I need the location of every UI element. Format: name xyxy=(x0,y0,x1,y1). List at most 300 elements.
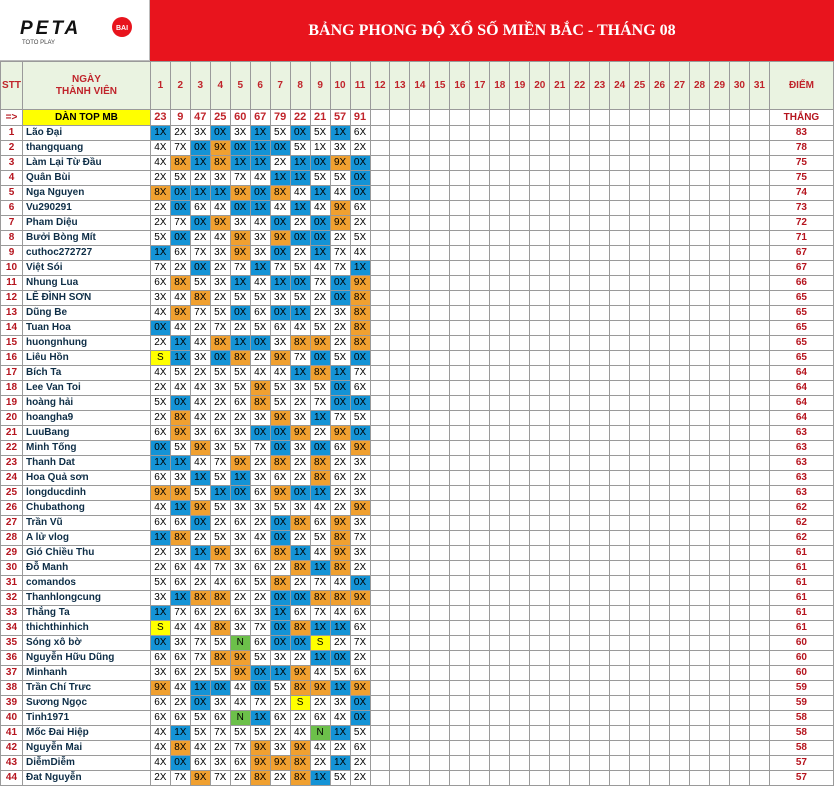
day-cell xyxy=(450,201,470,216)
day-cell: 3X xyxy=(190,426,210,441)
day-cell xyxy=(450,606,470,621)
header-day: 25 xyxy=(630,62,650,110)
day-cell xyxy=(450,711,470,726)
top-number xyxy=(670,110,690,126)
day-cell xyxy=(550,276,570,291)
day-cell xyxy=(590,381,610,396)
day-cell xyxy=(590,126,610,141)
member-score: 58 xyxy=(769,711,833,726)
day-cell xyxy=(690,366,710,381)
day-cell: 5X xyxy=(170,366,190,381)
day-cell: 3X xyxy=(170,546,190,561)
day-cell xyxy=(729,321,749,336)
table-row xyxy=(1,516,834,531)
day-cell xyxy=(610,681,630,696)
day-cell xyxy=(749,336,769,351)
header-stt: STT xyxy=(1,62,23,110)
day-cell xyxy=(570,561,590,576)
day-cell xyxy=(690,486,710,501)
day-cell: 8X xyxy=(270,546,290,561)
day-cell xyxy=(450,381,470,396)
day-cell xyxy=(370,636,390,651)
day-cell xyxy=(670,471,690,486)
day-cell: 2X xyxy=(310,291,330,306)
day-cell: 8X xyxy=(270,576,290,591)
day-cell xyxy=(670,771,690,786)
row-stt: 36 xyxy=(1,651,23,666)
day-cell xyxy=(670,561,690,576)
day-cell xyxy=(390,471,410,486)
day-cell xyxy=(610,201,630,216)
day-cell xyxy=(550,186,570,201)
day-cell: 1X xyxy=(250,126,270,141)
day-cell: 0X xyxy=(210,351,230,366)
day-cell xyxy=(490,486,510,501)
day-cell xyxy=(370,426,390,441)
day-cell: 2X xyxy=(270,696,290,711)
day-cell: 6X xyxy=(210,426,230,441)
day-cell xyxy=(709,366,729,381)
day-cell xyxy=(550,486,570,501)
top-row-arrow: => xyxy=(1,110,23,126)
day-cell: 8X xyxy=(290,516,310,531)
day-cell: 1X xyxy=(150,606,170,621)
day-cell xyxy=(550,621,570,636)
day-cell xyxy=(370,261,390,276)
day-cell: 2X xyxy=(250,591,270,606)
day-cell: 5X xyxy=(250,321,270,336)
day-cell: 6X xyxy=(290,606,310,621)
day-cell xyxy=(510,306,530,321)
day-cell xyxy=(530,621,550,636)
day-cell xyxy=(729,471,749,486)
day-cell xyxy=(410,321,430,336)
day-cell: 2X xyxy=(210,396,230,411)
day-cell xyxy=(630,636,650,651)
day-cell: 6X xyxy=(350,621,370,636)
top-number xyxy=(510,110,530,126)
day-cell xyxy=(370,186,390,201)
day-cell xyxy=(650,141,670,156)
day-cell xyxy=(630,531,650,546)
day-cell xyxy=(470,336,490,351)
day-cell: 0X xyxy=(250,681,270,696)
day-cell: 0X xyxy=(350,696,370,711)
day-cell xyxy=(630,261,650,276)
day-cell xyxy=(410,621,430,636)
day-cell: 6X xyxy=(330,441,350,456)
member-name: Trần Vũ xyxy=(22,516,150,531)
day-cell xyxy=(430,291,450,306)
member-name: huongnhung xyxy=(22,336,150,351)
day-cell xyxy=(650,651,670,666)
day-cell: 9X xyxy=(270,486,290,501)
day-cell xyxy=(510,156,530,171)
table-row xyxy=(1,351,834,366)
top-number xyxy=(630,110,650,126)
day-cell xyxy=(590,261,610,276)
day-cell xyxy=(530,546,550,561)
day-cell xyxy=(590,336,610,351)
day-cell: 4X xyxy=(230,681,250,696)
day-cell: 0X xyxy=(350,426,370,441)
day-cell: 5X xyxy=(270,396,290,411)
day-cell: 2X xyxy=(250,456,270,471)
day-cell: 2X xyxy=(270,726,290,741)
day-cell: 2X xyxy=(330,231,350,246)
day-cell xyxy=(510,651,530,666)
day-cell xyxy=(510,711,530,726)
day-cell: 4X xyxy=(210,231,230,246)
day-cell: 8X xyxy=(170,156,190,171)
day-cell xyxy=(749,606,769,621)
day-cell xyxy=(430,606,450,621)
day-cell xyxy=(450,426,470,441)
day-cell xyxy=(390,441,410,456)
day-cell xyxy=(370,171,390,186)
day-cell xyxy=(450,291,470,306)
day-cell xyxy=(450,486,470,501)
day-cell xyxy=(670,141,690,156)
day-cell xyxy=(729,396,749,411)
day-cell: 5X xyxy=(250,726,270,741)
day-cell xyxy=(370,471,390,486)
table-row xyxy=(1,156,834,171)
day-cell xyxy=(709,126,729,141)
day-cell: 4X xyxy=(310,261,330,276)
row-stt: 6 xyxy=(1,201,23,216)
day-cell xyxy=(749,306,769,321)
day-cell xyxy=(650,411,670,426)
day-cell xyxy=(590,561,610,576)
day-cell xyxy=(550,126,570,141)
header-day: 8 xyxy=(290,62,310,110)
member-score: 64 xyxy=(769,366,833,381)
day-cell: 6X xyxy=(250,546,270,561)
member-name: Sóng xô bờ xyxy=(22,636,150,651)
day-cell: 8X xyxy=(190,291,210,306)
day-cell: 0X xyxy=(290,636,310,651)
day-cell xyxy=(610,156,630,171)
day-cell: 0X xyxy=(290,276,310,291)
day-cell xyxy=(690,681,710,696)
logo-subtitle: TOTO PLAY xyxy=(22,40,56,46)
day-cell xyxy=(410,576,430,591)
day-cell xyxy=(410,306,430,321)
day-cell: 0X xyxy=(350,396,370,411)
member-score: 63 xyxy=(769,426,833,441)
day-cell xyxy=(709,186,729,201)
day-cell xyxy=(550,171,570,186)
day-cell xyxy=(550,396,570,411)
day-cell xyxy=(430,651,450,666)
day-cell: 9X xyxy=(270,351,290,366)
day-cell xyxy=(510,141,530,156)
day-cell xyxy=(390,411,410,426)
day-cell xyxy=(650,756,670,771)
day-cell: 0X xyxy=(250,426,270,441)
day-cell xyxy=(450,186,470,201)
day-cell: 4X xyxy=(250,216,270,231)
day-cell: 4X xyxy=(290,186,310,201)
day-cell xyxy=(450,726,470,741)
day-cell: 5X xyxy=(350,411,370,426)
member-name: Dũng Be xyxy=(22,306,150,321)
day-cell xyxy=(709,456,729,471)
top-number: 67 xyxy=(250,110,270,126)
day-cell: 9X xyxy=(250,741,270,756)
day-cell xyxy=(650,771,670,786)
day-cell: 0X xyxy=(230,141,250,156)
day-cell: 3X xyxy=(170,636,190,651)
day-cell: 6X xyxy=(170,516,190,531)
day-cell: 1X xyxy=(190,156,210,171)
table-row xyxy=(1,711,834,726)
day-cell xyxy=(670,501,690,516)
day-cell xyxy=(749,726,769,741)
day-cell xyxy=(530,141,550,156)
table-row xyxy=(1,186,834,201)
top-number xyxy=(410,110,430,126)
day-cell xyxy=(729,651,749,666)
day-cell: 9X xyxy=(330,156,350,171)
day-cell xyxy=(370,591,390,606)
day-cell: 7X xyxy=(210,726,230,741)
day-cell xyxy=(709,231,729,246)
day-cell: 0X xyxy=(190,141,210,156)
day-cell xyxy=(749,486,769,501)
member-name: Mốc Đai Hiệp xyxy=(22,726,150,741)
header-day: 24 xyxy=(610,62,630,110)
day-cell: 1X xyxy=(170,501,190,516)
day-cell xyxy=(510,201,530,216)
day-cell: 7X xyxy=(250,621,270,636)
day-cell: 0X xyxy=(190,216,210,231)
day-cell: 3X xyxy=(250,411,270,426)
day-cell xyxy=(749,261,769,276)
day-cell xyxy=(650,246,670,261)
day-cell xyxy=(550,726,570,741)
day-cell xyxy=(390,381,410,396)
day-cell xyxy=(709,606,729,621)
table-row xyxy=(1,381,834,396)
day-cell: 9X xyxy=(350,681,370,696)
day-cell xyxy=(749,546,769,561)
day-cell xyxy=(690,291,710,306)
header-day: 29 xyxy=(709,62,729,110)
day-cell xyxy=(530,381,550,396)
member-name: Liêu Hồn xyxy=(22,351,150,366)
day-cell xyxy=(510,756,530,771)
day-cell: 6X xyxy=(350,606,370,621)
member-score: 65 xyxy=(769,336,833,351)
day-cell xyxy=(410,186,430,201)
day-cell xyxy=(610,741,630,756)
day-cell xyxy=(410,756,430,771)
day-cell xyxy=(490,771,510,786)
day-cell: 2X xyxy=(150,411,170,426)
day-cell: 2X xyxy=(330,501,350,516)
top-number xyxy=(590,110,610,126)
day-cell xyxy=(610,726,630,741)
day-cell: 5X xyxy=(290,291,310,306)
day-cell xyxy=(490,726,510,741)
day-cell: 2X xyxy=(290,456,310,471)
day-cell xyxy=(490,606,510,621)
day-cell xyxy=(650,276,670,291)
day-cell xyxy=(670,666,690,681)
day-cell xyxy=(490,681,510,696)
day-cell: 7X xyxy=(310,606,330,621)
day-cell: 7X xyxy=(330,261,350,276)
day-cell xyxy=(510,231,530,246)
day-cell xyxy=(749,411,769,426)
day-cell xyxy=(650,561,670,576)
day-cell xyxy=(470,156,490,171)
day-cell: 5X xyxy=(170,171,190,186)
day-cell xyxy=(370,321,390,336)
day-cell xyxy=(709,321,729,336)
header-day: 23 xyxy=(590,62,610,110)
day-cell: 2X xyxy=(350,216,370,231)
day-cell xyxy=(570,246,590,261)
day-cell: 4X xyxy=(190,456,210,471)
day-cell: 4X xyxy=(170,381,190,396)
row-stt: 16 xyxy=(1,351,23,366)
day-cell xyxy=(570,336,590,351)
day-cell xyxy=(570,546,590,561)
table-row xyxy=(1,426,834,441)
header-day: 1 xyxy=(150,62,170,110)
day-cell: 4X xyxy=(170,291,190,306)
day-cell: 5X xyxy=(310,381,330,396)
day-cell xyxy=(410,591,430,606)
day-cell xyxy=(390,771,410,786)
day-cell xyxy=(510,726,530,741)
day-cell xyxy=(370,741,390,756)
day-cell: 3X xyxy=(190,351,210,366)
day-cell xyxy=(749,441,769,456)
day-cell xyxy=(410,276,430,291)
day-cell xyxy=(729,141,749,156)
day-cell: 1X xyxy=(290,366,310,381)
day-cell xyxy=(709,621,729,636)
day-cell xyxy=(590,426,610,441)
day-cell: 5X xyxy=(310,171,330,186)
day-cell xyxy=(390,426,410,441)
day-cell xyxy=(670,591,690,606)
member-score: 64 xyxy=(769,381,833,396)
day-cell xyxy=(650,186,670,201)
day-cell xyxy=(490,741,510,756)
day-cell: 6X xyxy=(350,741,370,756)
day-cell: 8X xyxy=(170,276,190,291)
day-cell: 1X xyxy=(150,126,170,141)
member-score: 61 xyxy=(769,576,833,591)
day-cell xyxy=(729,246,749,261)
day-cell: 6X xyxy=(270,711,290,726)
day-cell xyxy=(490,126,510,141)
day-cell xyxy=(370,621,390,636)
day-cell xyxy=(470,141,490,156)
day-cell xyxy=(590,696,610,711)
day-cell: 0X xyxy=(290,591,310,606)
day-cell xyxy=(450,576,470,591)
day-cell: 9X xyxy=(170,426,190,441)
day-cell: 6X xyxy=(230,396,250,411)
day-cell xyxy=(530,486,550,501)
day-cell xyxy=(590,366,610,381)
day-cell xyxy=(470,351,490,366)
day-cell: 7X xyxy=(190,306,210,321)
day-cell xyxy=(570,231,590,246)
day-cell xyxy=(410,261,430,276)
day-cell xyxy=(670,276,690,291)
day-cell xyxy=(550,681,570,696)
day-cell xyxy=(670,291,690,306)
day-cell xyxy=(550,666,570,681)
member-name: Nguyễn Mai xyxy=(22,741,150,756)
day-cell xyxy=(430,591,450,606)
row-stt: 12 xyxy=(1,291,23,306)
header-day: 28 xyxy=(690,62,710,110)
day-cell xyxy=(610,621,630,636)
day-cell: 6X xyxy=(170,561,190,576)
day-cell: 2X xyxy=(350,771,370,786)
table-row xyxy=(1,756,834,771)
day-cell xyxy=(610,306,630,321)
table-row xyxy=(1,171,834,186)
day-cell xyxy=(630,276,650,291)
header-day: 13 xyxy=(390,62,410,110)
day-cell xyxy=(690,396,710,411)
day-cell xyxy=(670,441,690,456)
day-cell: 3X xyxy=(210,696,230,711)
member-name: Minhanh xyxy=(22,666,150,681)
day-cell xyxy=(510,531,530,546)
day-cell: 2X xyxy=(150,546,170,561)
day-cell xyxy=(650,666,670,681)
table-row xyxy=(1,441,834,456)
day-cell xyxy=(590,171,610,186)
day-cell xyxy=(530,351,550,366)
day-cell: 9X xyxy=(330,426,350,441)
day-cell xyxy=(370,351,390,366)
day-cell: 7X xyxy=(270,261,290,276)
day-cell xyxy=(630,711,650,726)
day-cell xyxy=(550,426,570,441)
day-cell xyxy=(470,711,490,726)
day-cell: 1X xyxy=(270,171,290,186)
day-cell xyxy=(729,441,749,456)
day-cell xyxy=(370,561,390,576)
day-cell: 5X xyxy=(230,366,250,381)
day-cell: 9X xyxy=(310,336,330,351)
day-cell xyxy=(610,246,630,261)
table-row xyxy=(1,471,834,486)
day-cell: 6X xyxy=(170,576,190,591)
day-cell xyxy=(390,561,410,576)
day-cell xyxy=(450,231,470,246)
day-cell xyxy=(550,636,570,651)
day-cell xyxy=(630,756,650,771)
day-cell xyxy=(630,666,650,681)
day-cell: 0X xyxy=(250,666,270,681)
day-cell: 7X xyxy=(250,441,270,456)
day-cell: 6X xyxy=(270,321,290,336)
day-cell xyxy=(430,411,450,426)
day-cell xyxy=(430,141,450,156)
